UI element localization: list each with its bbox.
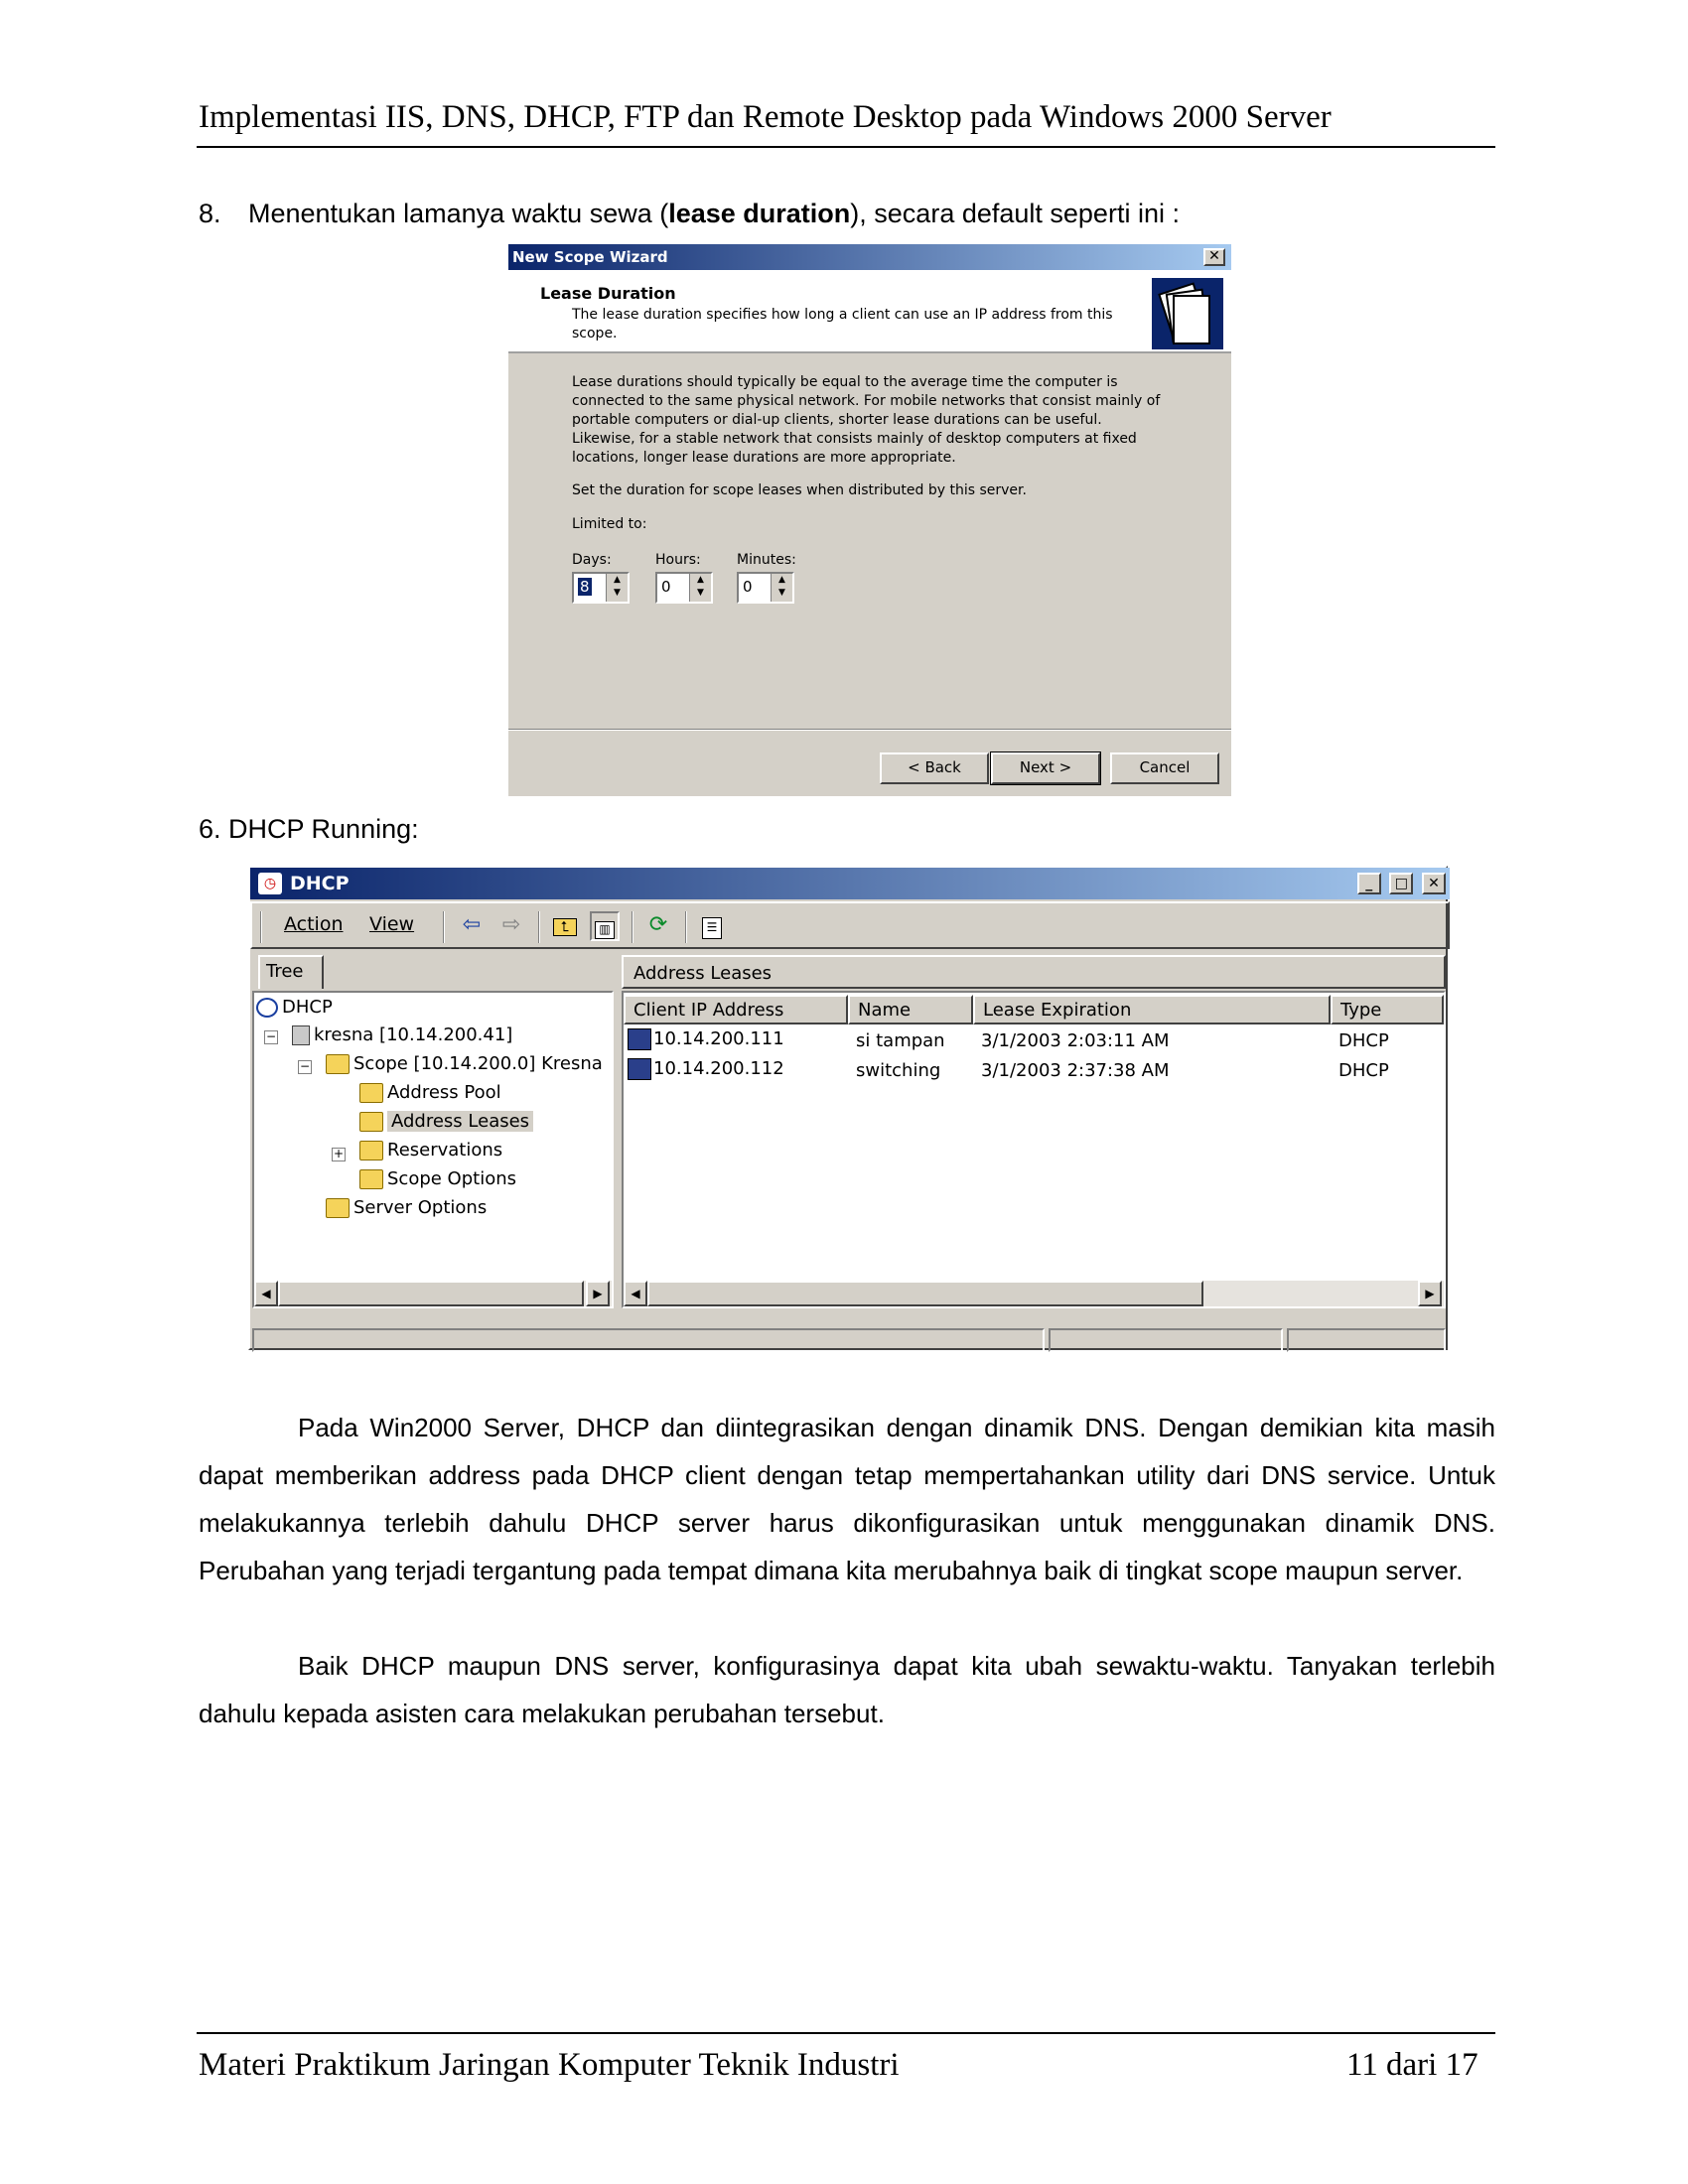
column-client-ip[interactable]: Client IP Address xyxy=(624,995,848,1024)
dhcp-title: DHCP xyxy=(290,873,350,894)
tree-node-dhcp-root[interactable]: DHCP xyxy=(256,997,333,1018)
hours-spin-arrows-icon[interactable]: ▲ ▼ xyxy=(689,574,711,602)
dhcp-title-bar xyxy=(250,868,1450,899)
list-horizontal-scrollbar[interactable] xyxy=(624,1281,1444,1306)
wizard-header xyxy=(508,270,1231,353)
days-spinner[interactable] xyxy=(572,572,630,604)
pane-header-address-leases: Address Leases xyxy=(622,955,1446,989)
computer-icon xyxy=(628,1058,651,1080)
wizard-title: New Scope Wizard xyxy=(512,248,668,266)
limited-to-label: Limited to: xyxy=(572,516,647,532)
wizard-folders-icon xyxy=(1152,278,1223,349)
scroll-left-icon[interactable]: ◀ xyxy=(254,1281,278,1306)
footer-rule xyxy=(197,2032,1495,2034)
minutes-value[interactable]: 0 xyxy=(743,578,753,596)
wizard-body xyxy=(508,355,1231,727)
toolbar-separator xyxy=(443,911,445,943)
properties-icon[interactable]: ☰ xyxy=(697,911,727,941)
reservations-icon xyxy=(359,1141,383,1160)
lease-name: si tampan xyxy=(856,1030,945,1051)
back-button[interactable]: < Back xyxy=(880,752,989,784)
refresh-icon[interactable]: ⟳ xyxy=(648,912,668,937)
status-panel xyxy=(252,1328,1045,1352)
lease-ip: 10.14.200.111 xyxy=(628,1028,784,1050)
wizard-separator xyxy=(508,729,1231,731)
set-duration-text: Set the duration for scope leases when distributed by this server. xyxy=(572,482,1027,498)
toolbar-grip xyxy=(260,911,262,943)
lease-duration-bold: lease duration xyxy=(668,199,851,228)
scroll-right-icon[interactable]: ▶ xyxy=(1418,1281,1442,1306)
server-options-icon xyxy=(326,1198,350,1218)
scroll-thumb[interactable] xyxy=(278,1281,584,1306)
step-8-text: Menentukan lamanya waktu sewa (lease duration), secara default seperti ini : xyxy=(248,199,1180,228)
close-icon[interactable]: ✕ xyxy=(1422,873,1446,894)
hours-value[interactable]: 0 xyxy=(661,578,671,596)
tree-node-server[interactable]: kresna [10.14.200.41] xyxy=(292,1024,512,1045)
next-button[interactable]: Next > xyxy=(991,752,1100,784)
footer-page-number: 11 dari 17 xyxy=(1346,2047,1478,2083)
scroll-left-icon[interactable]: ◀ xyxy=(624,1281,647,1306)
tree-node-reservations[interactable]: Reservations xyxy=(359,1140,502,1160)
tree-node-server-options[interactable]: Server Options xyxy=(326,1197,487,1218)
tree-horizontal-scrollbar[interactable] xyxy=(254,1281,612,1306)
header-rule xyxy=(197,146,1495,148)
days-value[interactable]: 8 xyxy=(580,578,590,596)
hours-spinner[interactable] xyxy=(655,572,713,604)
menu-view[interactable]: View xyxy=(369,913,415,935)
tree-node-scope-options[interactable]: Scope Options xyxy=(359,1168,516,1189)
footer-course-title: Materi Praktikum Jaringan Komputer Teknik Industri xyxy=(199,2047,900,2083)
paragraph-dhcp-dns: Pada Win2000 Server, DHCP dan diintegrasikan dengan dinamik DNS. Dengan demikian kita masih dapat memberikan address pada DHCP client dengan tetap mempertahankan utility dari DNS service. Untuk melakukannya terlebih dahulu DHCP server harus dikonfigurasikan untuk menggunakan dinamik DNS. Perubahan yang terjadi tergantung pada tempat dimana kita merubahnya baik di tingkat scope maupun server. xyxy=(199,1413,1495,1585)
step-8-number: 8. xyxy=(199,199,221,228)
dhcp-console-window xyxy=(248,866,1448,1350)
tree-node-scope[interactable]: Scope [10.14.200.0] Kresna xyxy=(326,1053,603,1074)
wizard-heading: Lease Duration xyxy=(540,284,676,303)
minimize-icon[interactable]: _ xyxy=(1357,873,1381,894)
toolbar-separator xyxy=(632,911,633,943)
forward-arrow-icon[interactable]: ⇨ xyxy=(501,912,521,937)
lease-expiration: 3/1/2003 2:37:38 AM xyxy=(981,1060,1170,1081)
minutes-spinner[interactable] xyxy=(737,572,794,604)
lease-ip: 10.14.200.112 xyxy=(628,1058,784,1080)
maximize-icon[interactable]: □ xyxy=(1389,873,1413,894)
server-icon xyxy=(292,1025,310,1045)
new-scope-wizard-dialog xyxy=(508,244,1231,796)
dhcp-toolbar xyxy=(250,901,1450,949)
up-folder-icon[interactable]: ⮤ xyxy=(550,911,580,941)
dhcp-app-icon: ◷ xyxy=(258,873,282,894)
paragraph-config: Baik DHCP maupun DNS server, konfigurasinya dapat kita ubah sewaktu-waktu. Tanyakan terlebih dahulu kepada asisten cara melakukan perubahan tersebut. xyxy=(199,1651,1495,1728)
days-spin-arrows-icon[interactable]: ▲ ▼ xyxy=(606,574,628,602)
lease-expiration: 3/1/2003 2:03:11 AM xyxy=(981,1030,1170,1051)
show-tree-icon[interactable]: ▥ xyxy=(590,911,620,941)
wizard-subheading: The lease duration specifies how long a client can use an IP address from this scope. xyxy=(572,307,1113,341)
back-arrow-icon[interactable]: ⇦ xyxy=(462,912,482,937)
expand-reservations-icon[interactable]: + xyxy=(333,1147,345,1160)
cancel-button[interactable]: Cancel xyxy=(1110,752,1219,784)
column-name[interactable]: Name xyxy=(848,995,973,1024)
minutes-spin-arrows-icon[interactable]: ▲ ▼ xyxy=(771,574,792,602)
lease-explanation: Lease durations should typically be equal to the average time the computer is connected to the same physical network. For mobile networks that consist mainly of portable computers or dial-up clients, shorter lease durations can be useful. Likewise, for a stable network that consists mainly of desktop computers at fixed locations, longer lease durations are more appropriate. xyxy=(572,374,1161,466)
address-leases-icon xyxy=(359,1112,383,1132)
wizard-title-bar xyxy=(508,244,1231,270)
collapse-scope-icon[interactable]: − xyxy=(299,1059,311,1073)
page-header-title: Implementasi IIS, DNS, DHCP, FTP dan Remote Desktop pada Windows 2000 Server xyxy=(199,99,1332,135)
status-panel xyxy=(1049,1328,1283,1352)
toolbar-separator xyxy=(685,911,687,943)
computer-icon xyxy=(628,1028,651,1050)
scroll-right-icon[interactable]: ▶ xyxy=(586,1281,610,1306)
status-bar xyxy=(250,1326,1450,1352)
tab-tree[interactable]: Tree xyxy=(258,955,324,989)
close-icon[interactable]: ✕ xyxy=(1203,248,1225,266)
column-lease-expiration[interactable]: Lease Expiration xyxy=(973,995,1331,1024)
scope-options-icon xyxy=(359,1169,383,1189)
address-pool-icon xyxy=(359,1083,383,1103)
tree-node-address-leases[interactable]: Address Leases xyxy=(359,1111,533,1132)
toolbar-separator xyxy=(538,911,540,943)
lease-name: switching xyxy=(856,1060,941,1081)
column-type[interactable]: Type xyxy=(1331,995,1444,1024)
leases-list-pane xyxy=(622,991,1446,1308)
menu-action[interactable]: Action xyxy=(284,913,344,935)
lease-type: DHCP xyxy=(1338,1060,1389,1081)
tree-pane xyxy=(252,991,614,1308)
days-label: Days: xyxy=(572,552,612,568)
minutes-label: Minutes: xyxy=(737,552,796,568)
lease-type: DHCP xyxy=(1338,1030,1389,1051)
dhcp-clock-icon xyxy=(256,998,278,1018)
step-6-text: 6. DHCP Running: xyxy=(199,814,419,844)
folder-icon xyxy=(326,1054,350,1074)
status-panel xyxy=(1287,1328,1446,1352)
collapse-server-icon[interactable]: − xyxy=(265,1029,277,1043)
scroll-thumb[interactable] xyxy=(647,1281,1203,1306)
tree-node-address-pool[interactable]: Address Pool xyxy=(359,1082,501,1103)
hours-label: Hours: xyxy=(655,552,701,568)
